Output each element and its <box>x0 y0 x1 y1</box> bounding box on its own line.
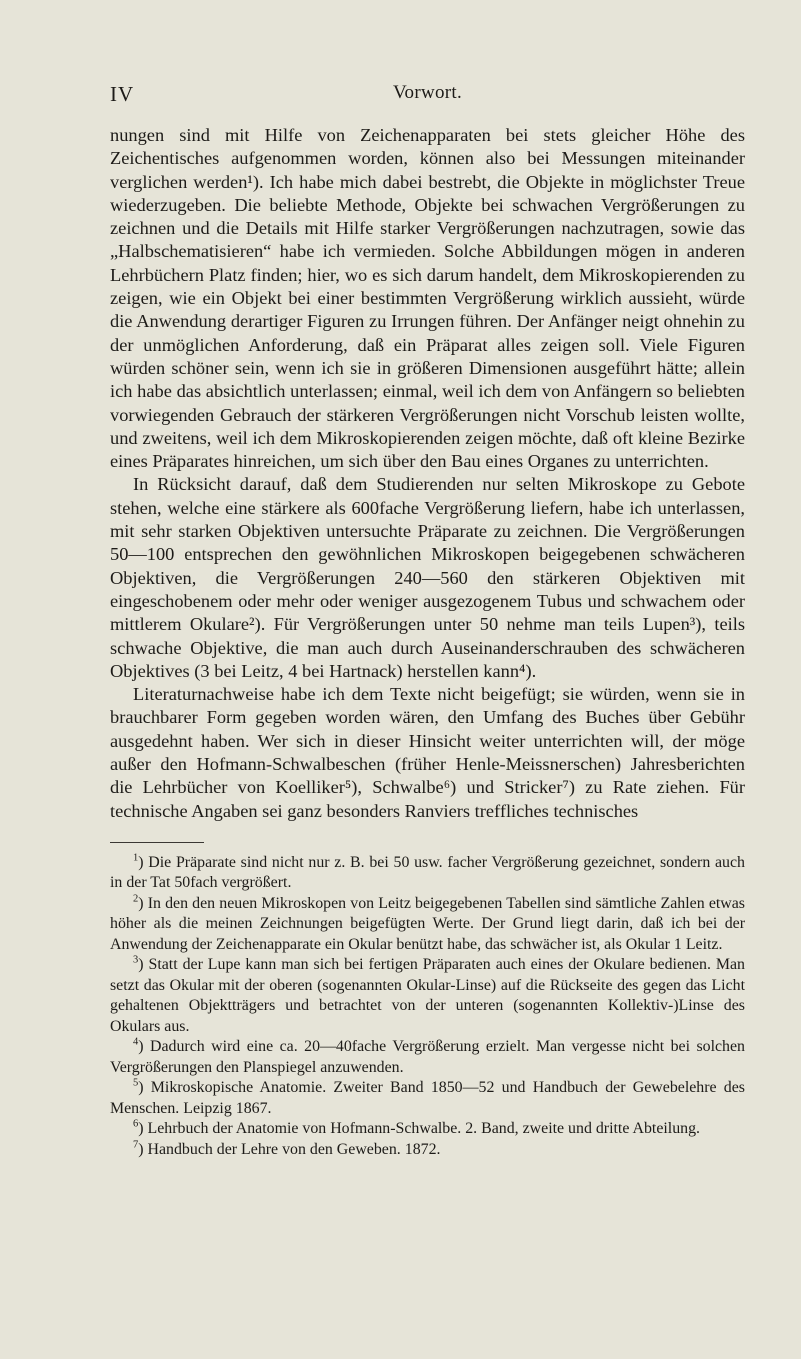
running-title: Vorwort. <box>392 82 463 103</box>
body-text <box>110 124 745 823</box>
footnote-4 <box>110 1037 745 1078</box>
running-head <box>110 82 745 114</box>
book-page <box>0 82 801 1359</box>
footnote-marker: 1 <box>133 852 139 864</box>
footnote-marker: 5 <box>133 1078 139 1090</box>
footnote-7 <box>110 1140 745 1161</box>
footnote-divider <box>110 842 204 843</box>
footnote-2 <box>110 894 745 956</box>
footnote-marker: 6 <box>133 1119 139 1131</box>
footnote-1 <box>110 853 745 894</box>
footnote-text: ) Dadurch wird eine ca. 20—40fache Vergrößerung erzielt. Man vergesse nicht bei solchen Vergrößerungen den Planspiegel anzuwenden. <box>110 1038 745 1076</box>
footnote-5 <box>110 1078 745 1119</box>
footnote-marker: 4 <box>133 1037 139 1049</box>
footnote-6 <box>110 1119 745 1140</box>
paragraph-1: nungen sind mit Hilfe von Zeichenapparaten bei stets gleicher Höhe des Zeichentisches aufgenommen worden, können also bei Messungen miteinander verglichen werden¹). Ich habe mich dabei bestrebt, die Objekte in möglichster Treue wiederzugeben. Die beliebte Methode, Objekte bei schwachen Vergrößerungen zu zeichnen und die Details mit Hilfe starker Vergrößerungen nachzutragen, sowie das „Halbschematisieren“ habe ich vermieden. Solche Abbildungen mögen in anderen Lehrbüchern Platz finden; hier, wo es sich darum handelt, dem Mikroskopierenden zu zeigen, wie ein Objekt bei einer bestimmten Vergrößerung wirklich aussieht, würde die Anwendung derartiger Figuren zu Irrungen führen. Der Anfänger neigt ohnehin zu der unmöglichen Anforderung, daß ein Präparat alles zeigen soll. Viele Figuren würden schöner sein, wenn ich sie in größeren Dimensionen ausgeführt hätte; allein ich habe das absichtlich unterlassen; einmal, weil ich dem von Anfängern so beliebten vorwiegenden Gebrauch der stärkeren Vergrößerungen nicht Vorschub leisten wollte, und zweitens, weil ich dem Mikroskopierenden zeigen möchte, daß oft kleine Bezirke eines Präparates hinreichen, um sich über den Bau eines Organes zu unterrichten. <box>110 125 745 472</box>
footnote-text: ) Statt der Lupe kann man sich bei fertigen Präparaten auch eines der Okulare bedienen. Man setzt das Okular mit der oberen (sogenannten Okular-Linse) auf die Rückseite des gegen das Licht gehaltenen Objektträgers und betrachtet von der unteren (sogenannten Kollektiv-)Linse des Okulars aus. <box>110 956 745 1035</box>
paragraph-2: In Rücksicht darauf, daß dem Studierenden nur selten Mikroskope zu Gebote stehen, welche eine stärkere als 600fache Vergrößerung liefern, habe ich unterlassen, mit sehr starken Objektiven untersuchte Präparate zu zeichnen. Die Vergrößerungen 50—100 entsprechen den gewöhnlichen Mikroskopen beigegebenen schwächeren Objektiven, die Vergrößerungen 240—560 den stärkeren Objektiven mit eingeschobenem oder mehr oder weniger ausgezogenem Tubus und schwachem oder mittlerem Okulare²). Für Vergrößerungen unter 50 nehme man teils Lupen³), teils schwache Objektive, die man auch durch Auseinanderschrauben des schwächeren Objektives (3 bei Leitz, 4 bei Hartnack) herstellen kann⁴). <box>110 474 745 681</box>
footnote-3 <box>110 955 745 1037</box>
footnote-text: ) Mikroskopische Anatomie. Zweiter Band 1850—52 und Handbuch der Gewebelehre des Menschen. Leipzig 1867. <box>110 1079 745 1117</box>
footnote-marker: 2 <box>133 893 139 905</box>
footnote-text: ) Lehrbuch der Anatomie von Hofmann-Schwalbe. 2. Band, zweite und dritte Abteilung. <box>138 1120 701 1138</box>
footnote-text: ) In den den neuen Mikroskopen von Leitz beigegebenen Tabellen sind sämtliche Zahlen etwas höher als die meinen Zeichnungen beigefügten Werte. Der Grund liegt darin, daß ich bei der Anwendung der Zeichenapparate ein Okular benützt habe, das schwächer ist, als Okular 1 Leitz. <box>110 894 745 953</box>
footnotes <box>110 853 745 1161</box>
page-number: IV <box>110 82 135 106</box>
paragraph-3: Literaturnachweise habe ich dem Texte nicht beigefügt; sie würden, wenn sie in brauchbarer Form gegeben worden wären, den Umfang des Buches über Gebühr ausgedehnt haben. Wer sich in dieser Hinsicht weiter unterrichten will, der möge außer den Hofmann-Schwalbeschen (früher Henle-Meissnerschen) Jahresberichten die Lehrbücher von Koelliker⁵), Schwalbe⁶) und Stricker⁷) zu Rate ziehen. Für technische Angaben sei ganz besonders Ranviers treffliches technisches <box>110 684 745 821</box>
footnote-marker: 3 <box>133 955 139 967</box>
footnote-marker: 7 <box>133 1139 139 1151</box>
footnote-text: ) Die Präparate sind nicht nur z. B. bei 50 usw. facher Vergrößerung gezeichnet, sondern auch in der Tat 50fach vergrößert. <box>110 853 745 892</box>
footnote-text: ) Handbuch der Lehre von den Geweben. 1872. <box>138 1140 441 1158</box>
